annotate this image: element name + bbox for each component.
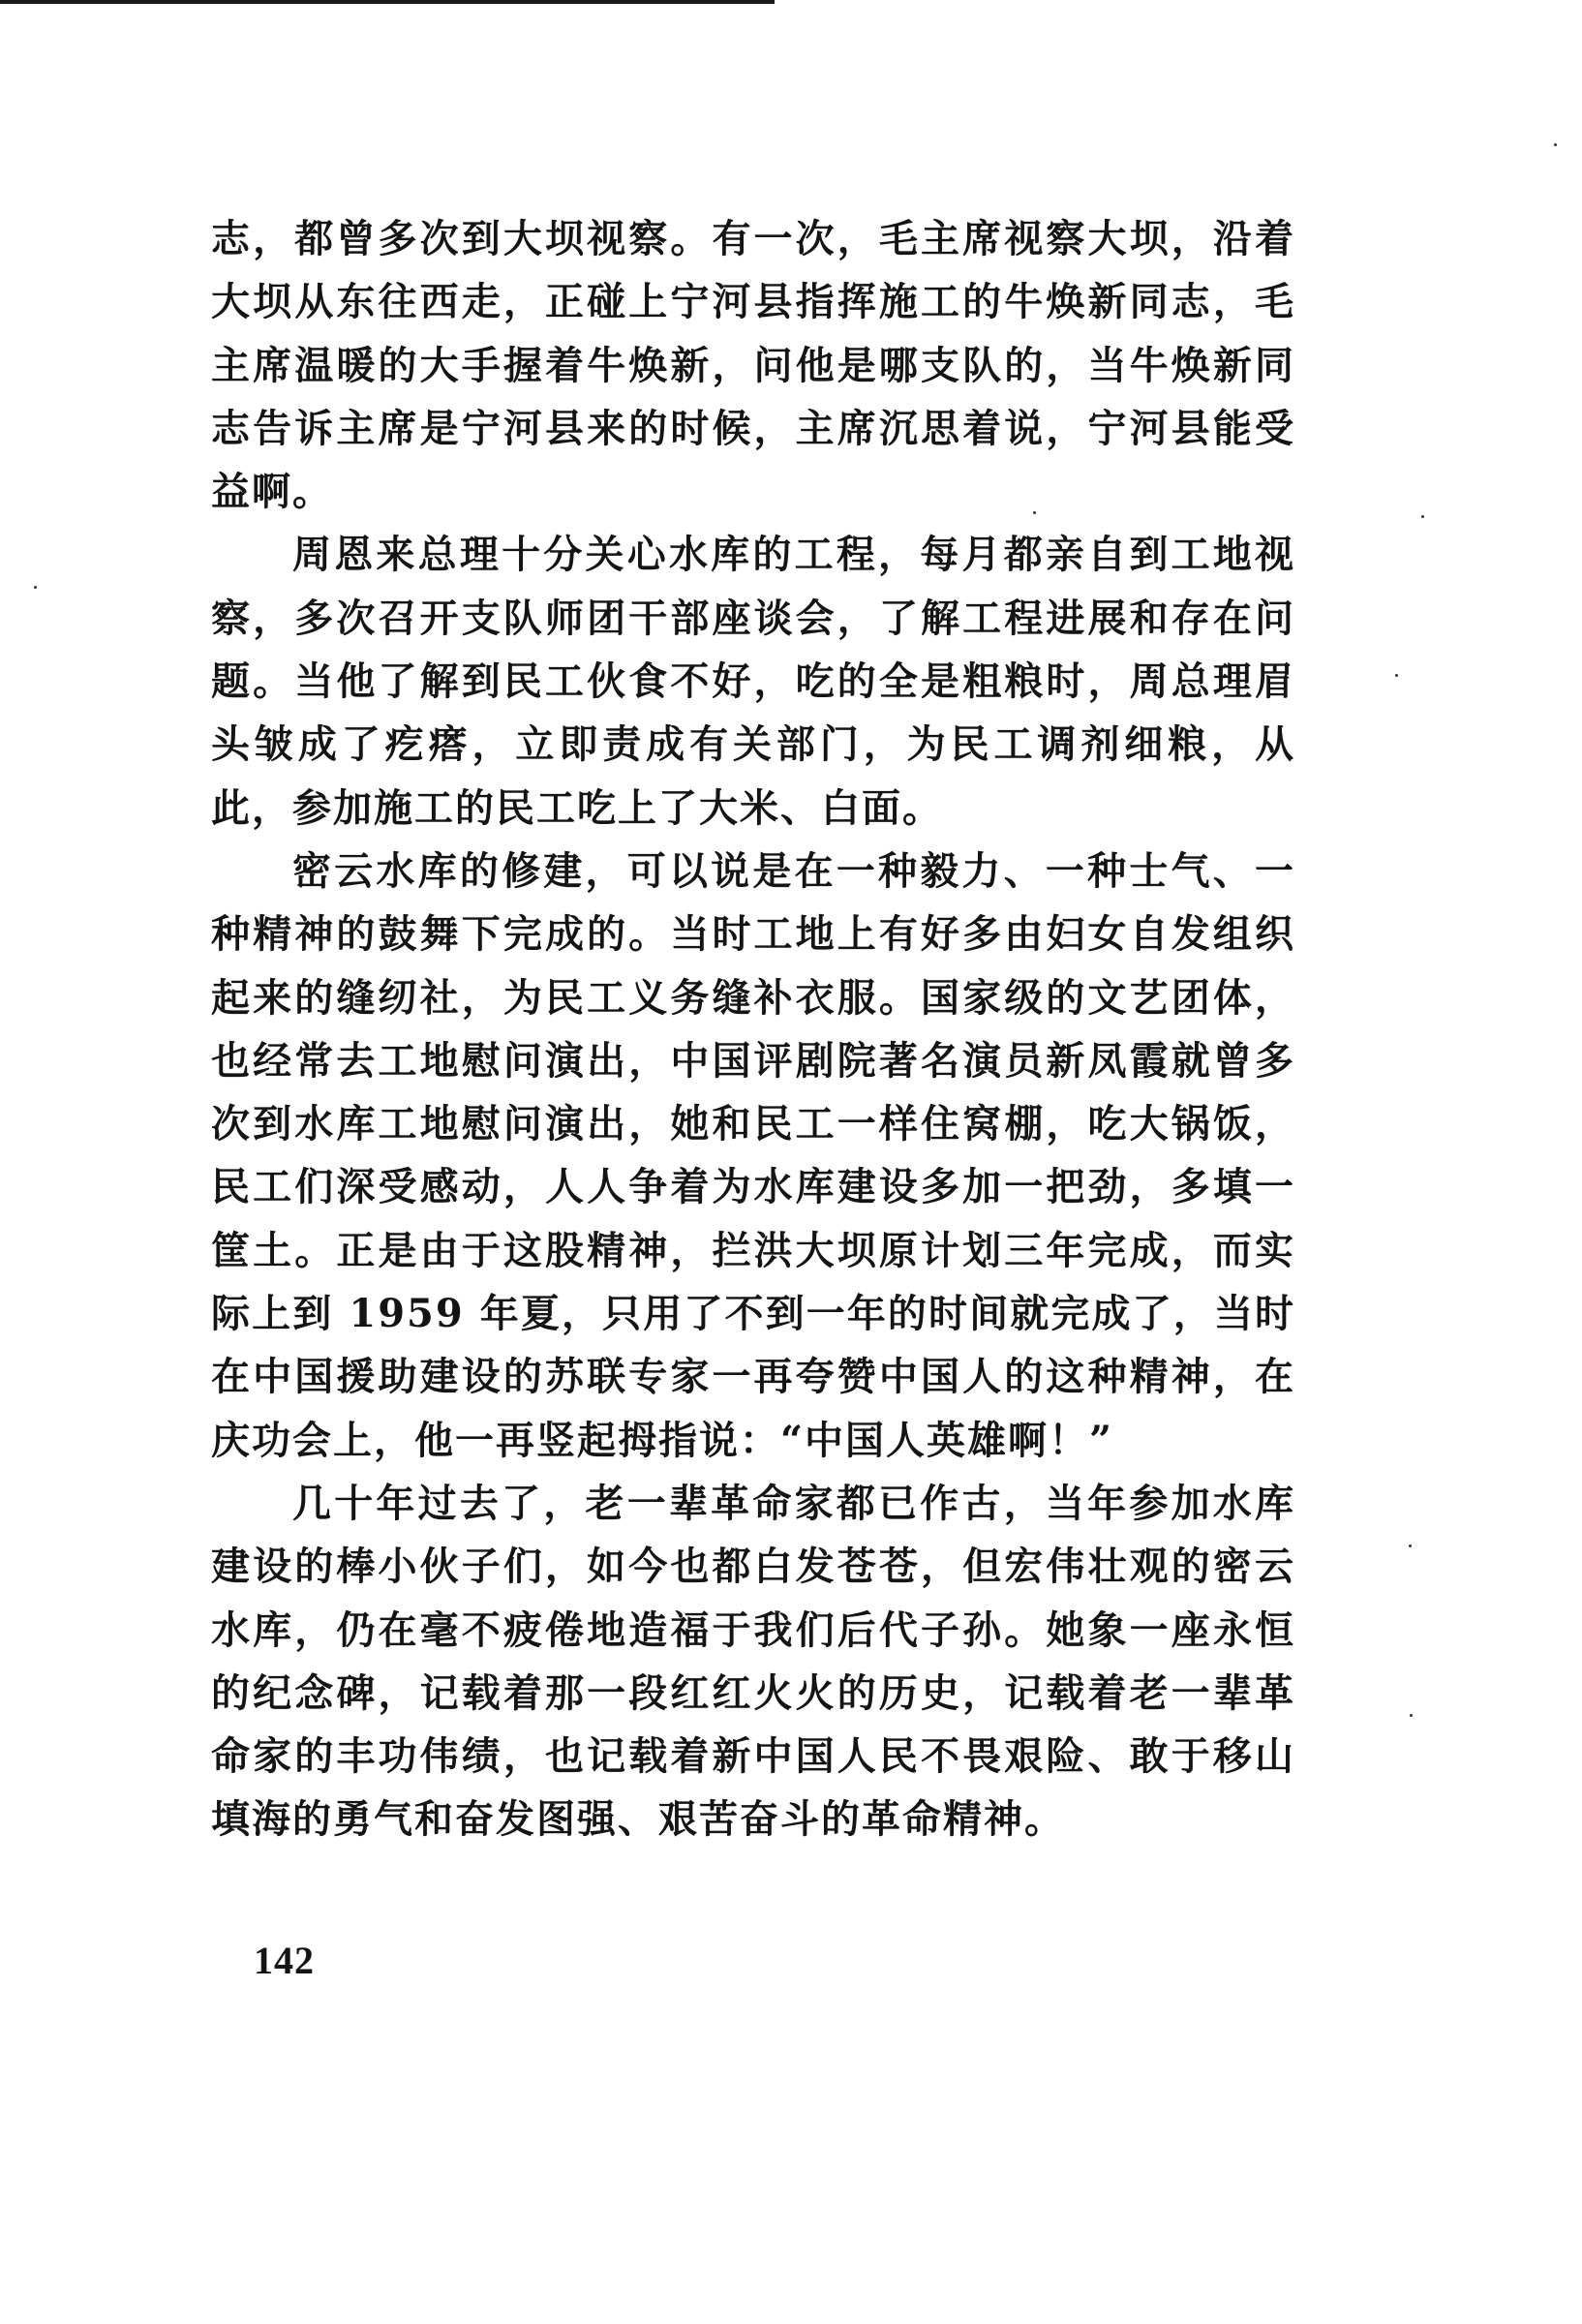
paragraph-3: 密云水库的修建，可以说是在一种毅力、一种士气、一种精神的鼓舞下完成的。当时工地上有好多由妇女自发组织起来的缝纫社，为民工义务缝补衣服。国家级的文艺团体，也经常去工地慰问演出，中国评剧院著名演员新凤霞就曾多次到水库工地慰问演出，她和民工一样住窝棚，吃大锅饭，民工们深受感动，人人争着为水库建设多加一把劲，多填一筐土。正是由于这股精神，拦洪大坝原计划三年完成，而实际上到 1959 年夏，只用了不到一年的时间就完成了，当时在中国援助建设的苏联专家一再夸赞中国人的这种精神，在庆功会上，他一再竖起拇指说：“中国人英雄啊！”: [211, 847, 1295, 1463]
page-number: 142: [254, 1939, 315, 1982]
scan-speck: [1395, 674, 1398, 677]
scan-speck: [1410, 1714, 1413, 1717]
scan-speck: [1421, 515, 1424, 518]
paragraph-4: 几十年过去了，老一辈革命家都已作古，当年参加水库建设的棒小伙子们，如今也都白发苍苍，但宏伟壮观的密云水库，仍在毫不疲倦地造福于我们后代子孙。她象一座永恒的纪念碑，记载着那一段红红火火的历史，记载着老一辈革命家的丰功伟绩，也记载着新中国人民不畏艰险、敢于移山填海的勇气和奋发图强、艰苦奋斗的革命精神。: [211, 1480, 1295, 1843]
top-border-line: [0, 0, 775, 4]
scan-speck: [34, 586, 37, 589]
scan-speck: [1409, 1544, 1412, 1547]
scan-speck: [1554, 143, 1557, 146]
page-body: [211, 207, 1295, 1851]
paragraph-1: 志，都曾多次到大坝视察。有一次，毛主席视察大坝，沿着大坝从东往西走，正碰上宁河县指挥施工的牛焕新同志，毛主席温暖的大手握着牛焕新，问他是哪支队的，当牛焕新同志告诉主席是宁河县来的时候，主席沉思着说，宁河县能受益啊。: [211, 216, 1295, 515]
paragraph-2: 周恩来总理十分关心水库的工程，每月都亲自到工地视察，多次召开支队师团干部座谈会，了解工程进展和存在问题。当他了解到民工伙食不好，吃的全是粗粮时，周总理眉头皱成了疙瘩，立即责成有关部门，为民工调剂细粮，从此，参加施工的民工吃上了大米、白面。: [211, 532, 1295, 831]
scan-speck: [1033, 511, 1036, 514]
